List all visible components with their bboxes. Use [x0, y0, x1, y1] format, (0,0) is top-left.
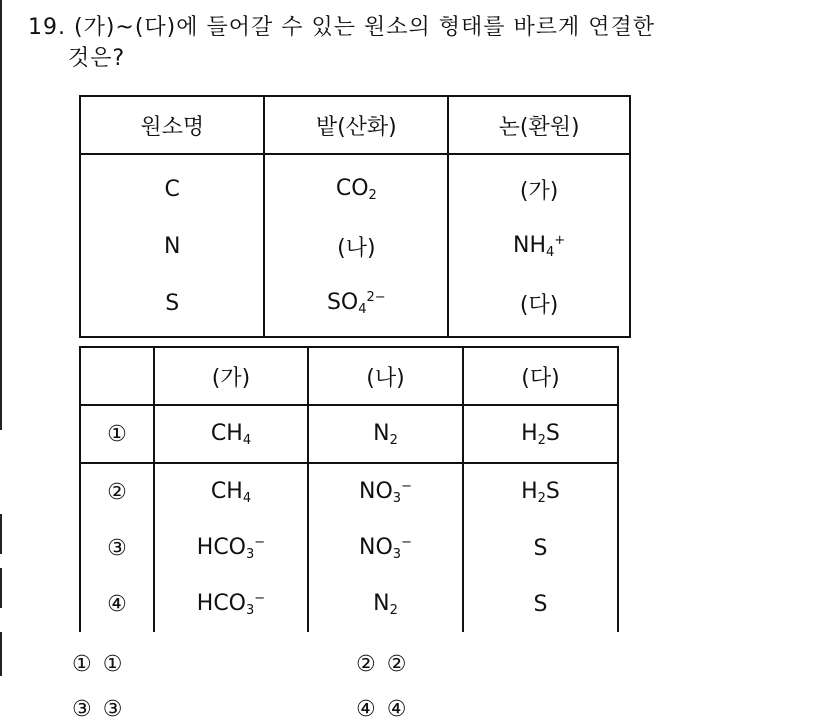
answer-choice-1[interactable]: ① ①	[72, 652, 125, 677]
question-line-1: (가)~(다)에 들어갈 수 있는 원소의 형태를 바르게 연결한	[74, 15, 656, 40]
header-element-name: 원소명	[80, 96, 264, 154]
option-marker: ③	[80, 520, 154, 576]
table-row	[80, 218, 630, 275]
table-row	[80, 463, 618, 520]
table-row	[80, 275, 630, 337]
header-field-oxidation: 밭(산화)	[264, 96, 448, 154]
option-marker: ①	[80, 405, 154, 463]
cell-da: $H_2S$	[463, 463, 618, 520]
option-marker: ②	[80, 463, 154, 520]
cell-na: $N_2$	[308, 405, 463, 463]
cell-reduced-form: (가)	[519, 179, 559, 204]
left-margin-rule	[0, 0, 2, 430]
cell-oxidized-form: $CO_2$	[264, 154, 448, 218]
table-header-row	[80, 96, 630, 154]
header-na: (나)	[308, 347, 463, 405]
cell-oxidized-form: (나)	[264, 218, 448, 275]
table-header-row	[80, 347, 618, 405]
table-row	[80, 154, 630, 218]
table-row	[80, 405, 618, 463]
cell-na: $N_2$	[308, 576, 463, 632]
answer-options-table	[79, 346, 619, 632]
header-paddy-reduction: 논(환원)	[448, 96, 630, 154]
cell-da: S	[463, 520, 618, 576]
left-margin-rule	[0, 568, 2, 608]
question-number: 19.	[28, 15, 66, 40]
header-blank	[80, 347, 154, 405]
cell-ga: $CH_4$	[154, 463, 308, 520]
cell-reduced-form: $NH_4^+$	[513, 233, 566, 260]
cell-ga: $CH_4$	[154, 405, 308, 463]
cell-na: $NO_3^-$	[308, 520, 463, 576]
left-margin-rule	[0, 514, 2, 554]
cell-ga: $HCO_3^-$	[154, 520, 308, 576]
cell-da: $H_2S$	[463, 405, 618, 463]
question-line-2: 것은?	[68, 46, 126, 71]
element-form-table	[79, 95, 631, 338]
cell-element: S	[80, 275, 264, 337]
cell-ga: $HCO_3^-$	[154, 576, 308, 632]
header-ga: (가)	[154, 347, 308, 405]
answer-choice-4[interactable]: ④ ④	[356, 697, 409, 722]
cell-element: C	[80, 154, 264, 218]
option-marker: ④	[80, 576, 154, 632]
cell-na: $NO_3^-$	[308, 463, 463, 520]
question-text	[28, 12, 798, 74]
answer-choice-3[interactable]: ③ ③	[72, 697, 125, 722]
header-da: (다)	[463, 347, 618, 405]
table-row	[80, 576, 618, 632]
cell-reduced-form: (다)	[519, 293, 559, 318]
cell-da: S	[463, 576, 618, 632]
cell-oxidized-form: $SO_4^{2-}$	[264, 275, 448, 337]
table-row	[80, 520, 618, 576]
answer-choice-2[interactable]: ② ②	[356, 652, 409, 677]
left-margin-rule	[0, 632, 2, 676]
cell-element: N	[80, 218, 264, 275]
